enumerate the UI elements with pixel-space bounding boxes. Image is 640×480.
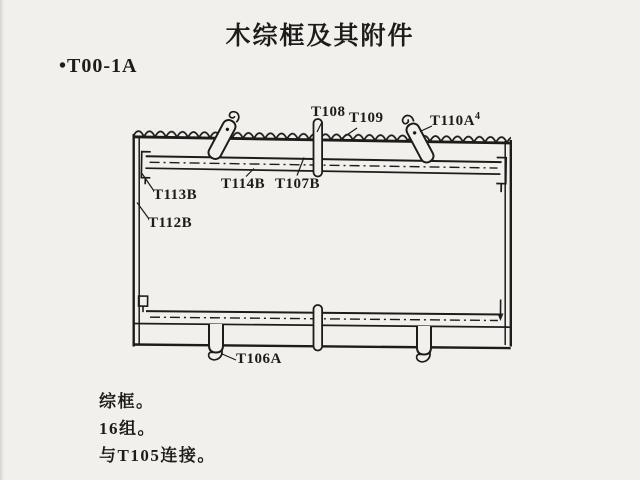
note-line-3: 与T105连接。 — [99, 446, 216, 465]
bottom-rail-upper-line — [146, 311, 502, 314]
part-label-t110a-text: T110A — [430, 113, 476, 129]
part-label-t110a-superscript: 4 — [475, 111, 481, 122]
part-label-t108: T108 — [311, 104, 346, 120]
page-title: 木综框及其附件 — [225, 23, 415, 50]
top-rail-upper-line — [146, 156, 502, 162]
part-label-t107b: T107B — [275, 176, 321, 192]
part-label-t112b: T112B — [148, 215, 193, 231]
part-label-t109: T109 — [349, 110, 384, 126]
top-rail-centerline — [150, 162, 498, 168]
note-line-2: 16组。 — [99, 419, 156, 438]
part-label-t114b: T114B — [221, 176, 266, 192]
bottom-center-clip — [314, 305, 323, 351]
j-hook-right — [417, 326, 431, 362]
part-label-t110a — [430, 111, 481, 130]
part-label-t113b: T113B — [153, 187, 198, 203]
part-label-t106a: T106A — [236, 351, 282, 367]
note-line-1: 综框。 — [99, 392, 155, 411]
j-hook-left — [209, 324, 223, 360]
description-notes — [99, 388, 216, 469]
leader-t107b — [297, 158, 304, 176]
item-code: •T00-1A — [59, 55, 138, 77]
bottom-bracket-right-arrow — [497, 313, 503, 321]
bottom-rail-centerline — [150, 317, 498, 320]
top-center-clip — [314, 119, 323, 177]
leader-t106a — [221, 354, 236, 361]
